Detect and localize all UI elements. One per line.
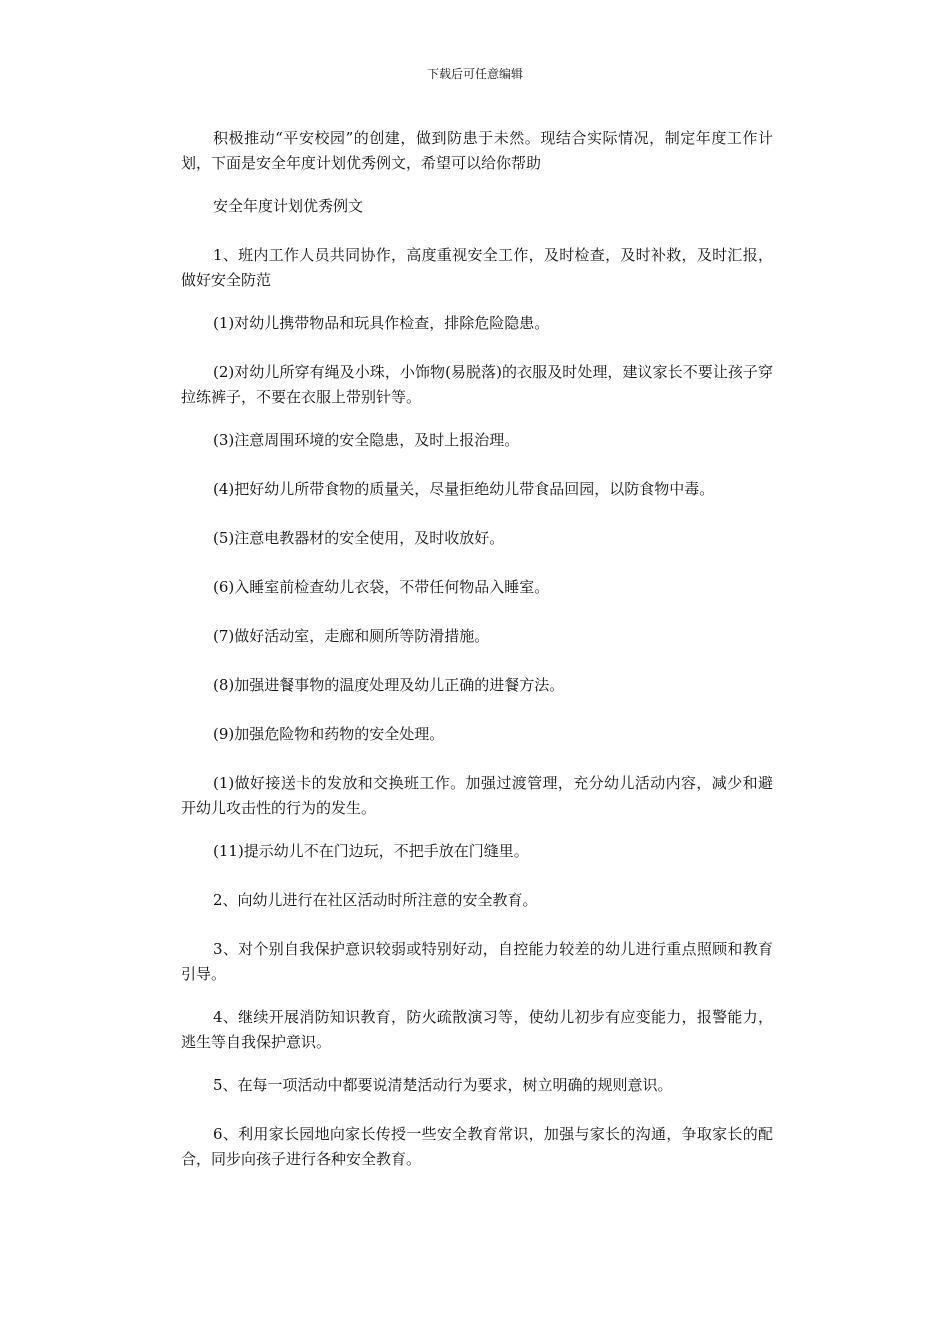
sub-item-6: (6)入睡室前检查幼儿衣袋，不带任何物品入睡室。 bbox=[213, 578, 550, 596]
list-item-4: 4、继续开展消防知识教育，防火疏散演习等，使幼儿初步有应变能力，报警能力，逃生等自我保护意识。 bbox=[181, 1008, 773, 1051]
list-item-5: 5、在每一项活动中都要说清楚活动行为要求，树立明确的规则意识。 bbox=[213, 1076, 673, 1094]
sub-item-5: (5)注意电教器材的安全使用，及时收放好。 bbox=[213, 529, 505, 547]
list-item-2: 2、向幼儿进行在社区活动时所注意的安全教育。 bbox=[213, 891, 538, 909]
sub-item-1: (1)对幼儿携带物品和玩具作检查，排除危险隐患。 bbox=[213, 314, 550, 332]
sub-item-10: (1)做好接送卡的发放和交换班工作。加强过渡管理，充分幼儿活动内容，减少和避开幼儿攻击性的行为的发生。 bbox=[181, 774, 773, 817]
sub-item-8: (8)加强进餐事物的温度处理及幼儿正确的进餐方法。 bbox=[213, 676, 565, 694]
intro-paragraph: 积极推动“平安校园”的创建，做到防患于未然。现结合实际情况，制定年度工作计划，下面是安全年度计划优秀例文，希望可以给你帮助 bbox=[181, 129, 773, 172]
document-body bbox=[181, 126, 773, 1190]
list-item-3: 3、对个别自我保护意识较弱或特别好动，自控能力较差的幼儿进行重点照顾和教育引导。 bbox=[181, 940, 773, 983]
sub-item-7: (7)做好活动室，走廊和厕所等防滑措施。 bbox=[213, 627, 490, 645]
sub-item-9: (9)加强危险物和药物的安全处理。 bbox=[213, 725, 445, 743]
section-title: 安全年度计划优秀例文 bbox=[213, 197, 364, 215]
sub-item-4: (4)把好幼儿所带食物的质量关，尽量拒绝幼儿带食品回园，以防食物中毒。 bbox=[213, 480, 715, 498]
sub-item-2: (2)对幼儿所穿有绳及小珠，小饰物(易脱落)的衣服及时处理，建议家长不要让孩子穿拉练裤子，不要在衣服上带别针等。 bbox=[181, 363, 773, 406]
page-header: 下载后可任意编辑 bbox=[426, 67, 523, 81]
sub-item-3: (3)注意周围环境的安全隐患，及时上报治理。 bbox=[213, 431, 520, 449]
list-item-1: 1、班内工作人员共同协作，高度重视安全工作，及时检查，及时补救，及时汇报，做好安全防范 bbox=[181, 246, 773, 289]
list-item-6: 6、利用家长园地向家长传授一些安全教育常识，加强与家长的沟通，争取家长的配合，同步向孩子进行各种安全教育。 bbox=[181, 1125, 773, 1168]
sub-item-11: (11)提示幼儿不在门边玩，不把手放在门缝里。 bbox=[213, 842, 529, 860]
